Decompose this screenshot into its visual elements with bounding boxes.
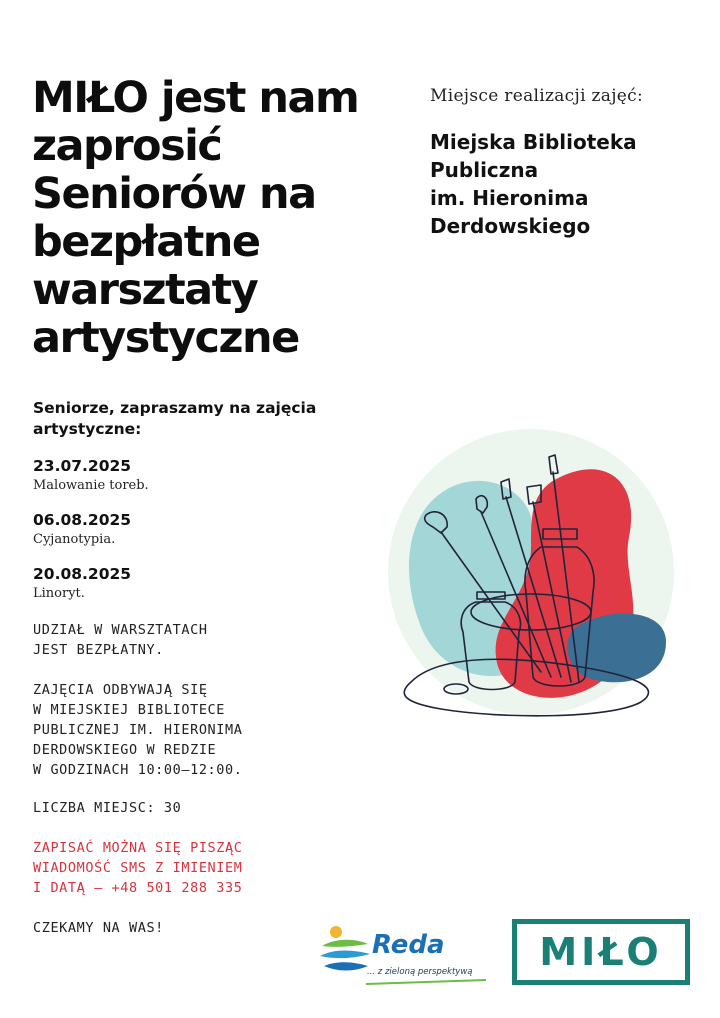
location-notice bbox=[33, 680, 242, 780]
signup-line: I DATĄ – +48 501 288 335 bbox=[33, 880, 243, 896]
location-notice-line: W MIEJSKIEJ BIBLIOTECE bbox=[33, 702, 226, 718]
event-date: 23.07.2025 bbox=[33, 457, 132, 475]
venue-label: Miejsce realizacji zajęć: bbox=[430, 86, 643, 106]
closing-line: CZEKAMY NA WAS! bbox=[33, 920, 164, 936]
venue-name-line: Miejska Biblioteka bbox=[430, 130, 637, 154]
intro-text bbox=[33, 398, 373, 440]
milo-logo-text: MIŁO bbox=[539, 930, 663, 974]
intro-line: artystyczne: bbox=[33, 420, 142, 438]
event-item bbox=[33, 564, 131, 604]
leaf-icon bbox=[322, 940, 368, 947]
intro-line: Seniorze, zapraszamy na zajęcia bbox=[33, 399, 317, 417]
wave-icon bbox=[324, 962, 368, 970]
seats-line: LICZBA MIEJSC: 30 bbox=[33, 800, 182, 816]
reda-tagline: ... z zieloną perspektywą bbox=[367, 967, 473, 977]
location-notice-line: ZAJĘCIA ODBYWAJĄ SIĘ bbox=[33, 682, 208, 698]
headline-line: artystyczne bbox=[32, 313, 299, 363]
location-notice-line: PUBLICZNEJ IM. HIERONIMA bbox=[33, 722, 243, 738]
reda-wordmark: Reda bbox=[372, 930, 445, 960]
event-date: 06.08.2025 bbox=[33, 511, 132, 529]
milo-logo bbox=[512, 919, 690, 985]
underline-stroke bbox=[366, 980, 486, 984]
event-description: Linoryt. bbox=[33, 586, 85, 601]
venue-name bbox=[430, 128, 637, 240]
location-notice-line: W GODZINACH 10:00–12:00. bbox=[33, 762, 243, 778]
headline-line: bezpłatne bbox=[32, 217, 260, 267]
paintbrush-jar-illustration bbox=[381, 427, 693, 727]
signup-line: WIADOMOŚĆ SMS Z IMIENIEM bbox=[33, 860, 243, 876]
seats-info bbox=[33, 798, 181, 818]
headline-line: warsztaty bbox=[32, 265, 258, 315]
signup-line: ZAPISAĆ MOŻNA SIĘ PISZĄC bbox=[33, 840, 243, 856]
wave-icon bbox=[320, 951, 370, 959]
headline bbox=[32, 74, 402, 362]
headline-line: MIŁO jest nam bbox=[32, 73, 359, 123]
free-notice-line: JEST BEZPŁATNY. bbox=[33, 642, 164, 658]
free-notice-line: UDZIAŁ W WARSZTATACH bbox=[33, 622, 208, 638]
event-date: 20.08.2025 bbox=[33, 565, 132, 583]
sun-icon bbox=[330, 926, 342, 938]
location-notice-line: DERDOWSKIEGO W REDZIE bbox=[33, 742, 217, 758]
blue-blob bbox=[567, 613, 666, 682]
headline-line: Seniorów na bbox=[32, 169, 316, 219]
event-description: Malowanie toreb. bbox=[33, 478, 149, 493]
signup-info bbox=[33, 838, 242, 898]
venue-name-line: im. Hieronima bbox=[430, 186, 589, 210]
headline-line: zaprosić bbox=[32, 121, 222, 171]
free-notice bbox=[33, 620, 208, 660]
closing-text bbox=[33, 918, 164, 938]
venue-name-line: Publiczna bbox=[430, 158, 539, 182]
event-item bbox=[33, 456, 149, 496]
event-description: Cyjanotypia. bbox=[33, 532, 116, 547]
event-item bbox=[33, 510, 131, 550]
venue-name-line: Derdowskiego bbox=[430, 214, 591, 238]
